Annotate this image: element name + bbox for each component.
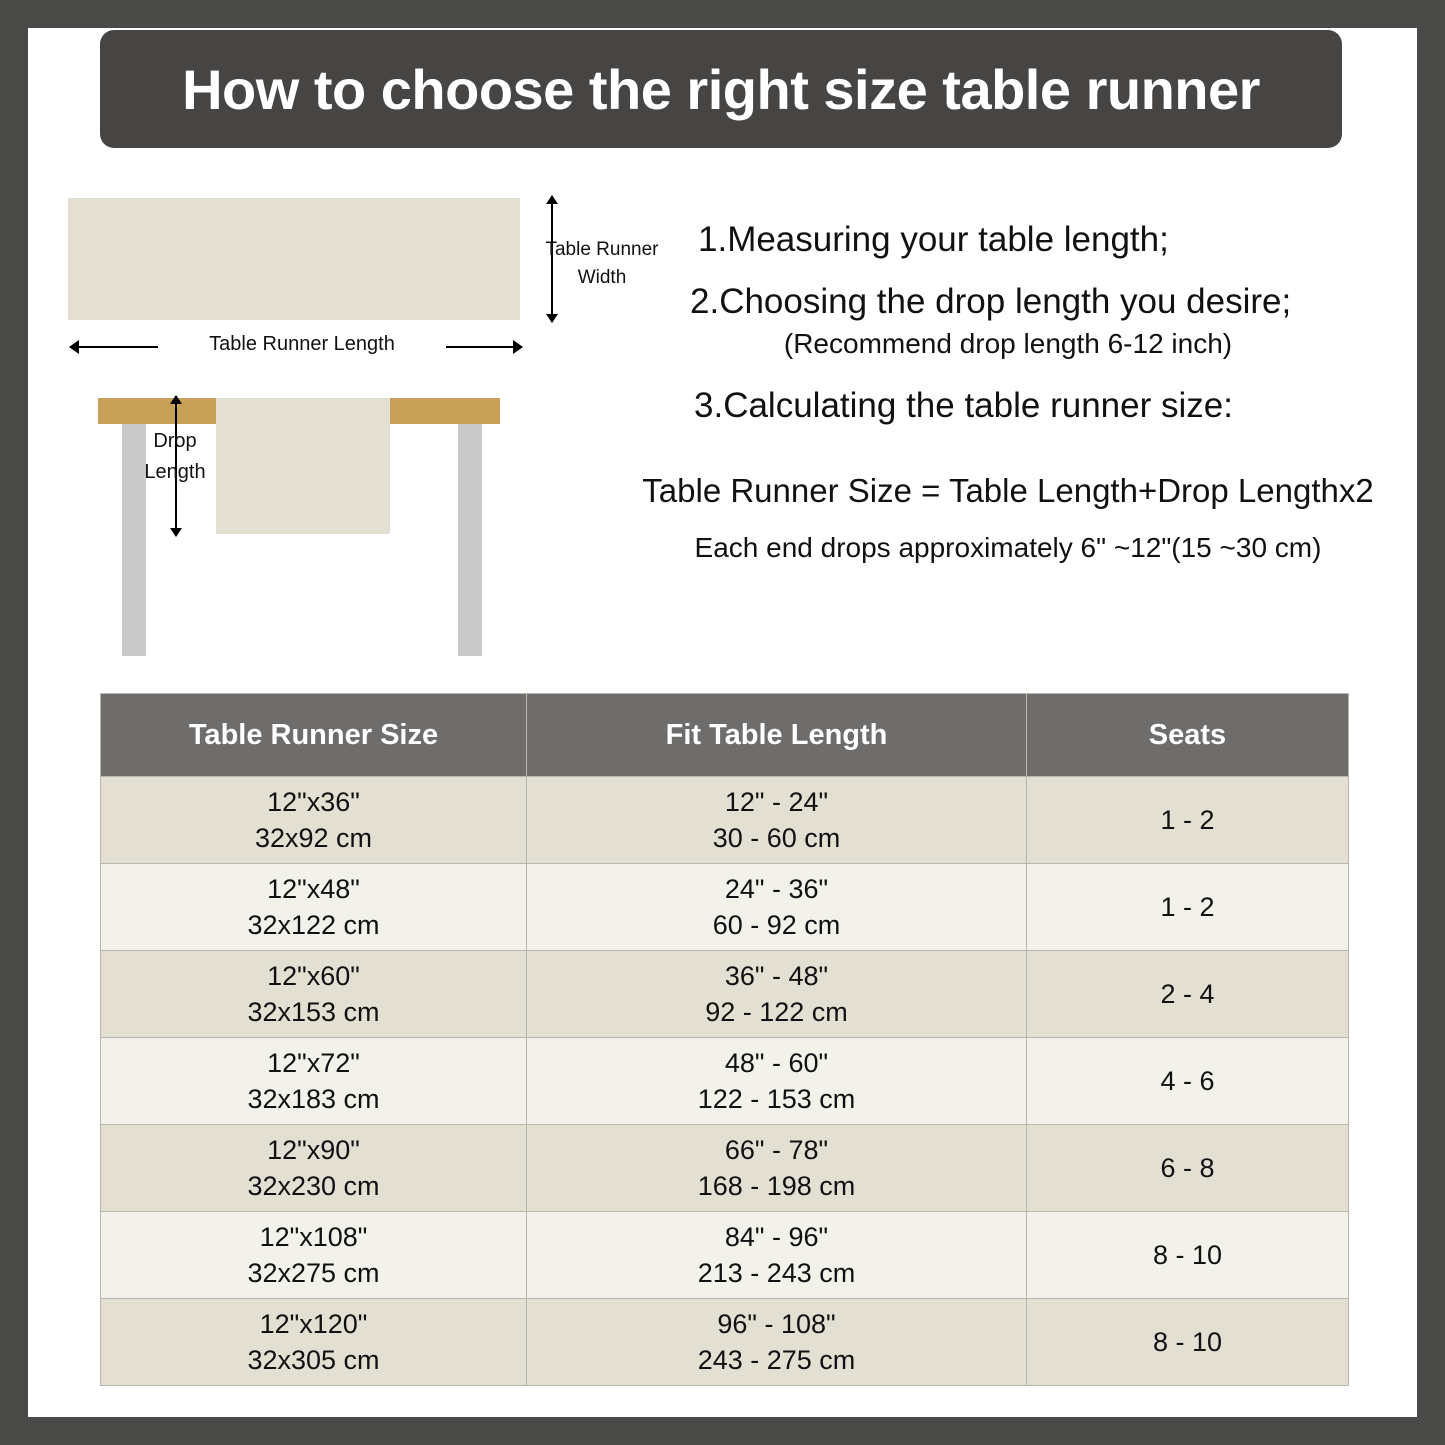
runner-width-label-line1: Table Runner — [545, 239, 659, 260]
runner-size-inches: 12"x36" — [267, 787, 360, 817]
cell-seats: 8 - 10 — [1027, 1299, 1349, 1386]
runner-size-inches: 12"x48" — [267, 874, 360, 904]
cell-fit-length — [527, 777, 1027, 864]
cell-seats: 2 - 4 — [1027, 951, 1349, 1038]
fit-length-cm: 92 - 122 cm — [705, 997, 848, 1027]
column-header-runner-size: Table Runner Size — [101, 694, 527, 777]
table-row — [101, 777, 1349, 864]
drop-range-note: Each end drops approximately 6" ~12"(15 ~30 cm) — [694, 532, 1322, 563]
runner-draped-illustration — [216, 398, 390, 534]
step-2-note: (Recommend drop length 6-12 inch) — [783, 328, 1233, 359]
cell-runner-size — [101, 1212, 527, 1299]
title-banner — [100, 30, 1342, 148]
cell-fit-length — [527, 951, 1027, 1038]
table-top-left — [98, 398, 216, 424]
fit-length-cm: 60 - 92 cm — [712, 910, 841, 940]
step-3: 3.Calculating the table runner size: — [694, 386, 1233, 425]
fit-length-inches: 84" - 96" — [724, 1222, 829, 1252]
runner-size-cm: 32x153 cm — [247, 997, 380, 1027]
cell-fit-length — [527, 1299, 1027, 1386]
cell-seats: 4 - 6 — [1027, 1038, 1349, 1125]
fit-length-inches: 48" - 60" — [724, 1048, 829, 1078]
cell-seats: 1 - 2 — [1027, 864, 1349, 951]
table-row — [101, 1212, 1349, 1299]
column-header-seats: Seats — [1027, 694, 1349, 777]
cell-runner-size — [101, 1038, 527, 1125]
cell-runner-size — [101, 1299, 527, 1386]
table-leg-right — [458, 424, 482, 656]
table-row — [101, 1125, 1349, 1212]
cell-fit-length — [527, 864, 1027, 951]
runner-size-cm: 32x275 cm — [247, 1258, 380, 1288]
runner-size-cm: 32x92 cm — [254, 823, 373, 853]
cell-seats: 8 - 10 — [1027, 1212, 1349, 1299]
runner-size-inches: 12"x108" — [259, 1222, 368, 1252]
runner-size-inches: 12"x60" — [267, 961, 360, 991]
fit-length-cm: 243 - 275 cm — [697, 1345, 856, 1375]
cell-fit-length — [527, 1212, 1027, 1299]
runner-size-inches: 12"x90" — [267, 1135, 360, 1165]
runner-width-label-line2: Width — [577, 267, 627, 288]
runner-flat-illustration — [68, 198, 520, 320]
runner-size-formula: Table Runner Size = Table Length+Drop Lengthx2 — [642, 472, 1374, 509]
fit-length-inches: 96" - 108" — [717, 1309, 836, 1339]
table-row — [101, 864, 1349, 951]
fit-length-cm: 122 - 153 cm — [697, 1084, 856, 1114]
cell-runner-size — [101, 1125, 527, 1212]
runner-length-label: Table Runner Length — [158, 333, 446, 356]
table-top-right — [390, 398, 500, 424]
cell-fit-length — [527, 1125, 1027, 1212]
runner-size-cm: 32x305 cm — [247, 1345, 380, 1375]
fit-length-inches: 66" - 78" — [724, 1135, 829, 1165]
fit-length-inches: 12" - 24" — [724, 787, 829, 817]
table-header-row — [101, 694, 1349, 777]
cell-runner-size — [101, 864, 527, 951]
info-card — [28, 28, 1417, 1417]
cell-runner-size — [101, 951, 527, 1038]
fit-length-cm: 213 - 243 cm — [697, 1258, 856, 1288]
size-chart-table — [100, 693, 1349, 1386]
cell-seats: 6 - 8 — [1027, 1125, 1349, 1212]
cell-runner-size — [101, 777, 527, 864]
drop-length-label-line1: Drop — [153, 430, 197, 452]
runner-size-cm: 32x183 cm — [247, 1084, 380, 1114]
fit-length-inches: 36" - 48" — [724, 961, 829, 991]
fit-length-inches: 24" - 36" — [724, 874, 829, 904]
drop-length-label-line2: Length — [144, 461, 206, 483]
runner-diagram — [38, 178, 659, 678]
fit-length-cm: 168 - 198 cm — [697, 1171, 856, 1201]
runner-size-inches: 12"x120" — [259, 1309, 368, 1339]
runner-size-inches: 12"x72" — [267, 1048, 360, 1078]
page-title: How to choose the right size table runner — [182, 57, 1260, 121]
table-row — [101, 951, 1349, 1038]
fit-length-cm: 30 - 60 cm — [712, 823, 841, 853]
step-1: 1.Measuring your table length; — [698, 220, 1169, 259]
cell-fit-length — [527, 1038, 1027, 1125]
table-row — [101, 1038, 1349, 1125]
cell-seats: 1 - 2 — [1027, 777, 1349, 864]
step-2: 2.Choosing the drop length you desire; — [690, 282, 1292, 321]
runner-size-cm: 32x122 cm — [247, 910, 380, 940]
table-row — [101, 1299, 1349, 1386]
runner-size-cm: 32x230 cm — [247, 1171, 380, 1201]
drop-length-label — [120, 426, 230, 488]
instruction-steps — [588, 220, 1428, 564]
column-header-fit-table-length: Fit Table Length — [527, 694, 1027, 777]
